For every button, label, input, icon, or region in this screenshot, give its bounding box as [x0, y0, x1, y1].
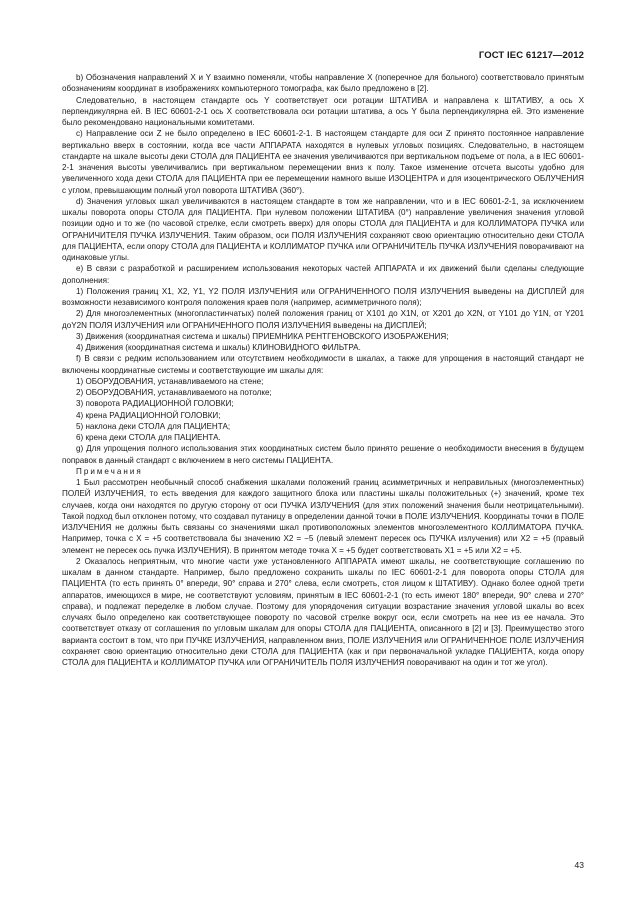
note-1: 1 Был рассмотрен необычный способ снабжения шкалами положений границ асимметричных и неправильных (многоэлементных) ПОЛЕЙ ИЗЛУЧЕНИЯ, то есть введения для каждого защитного блока или пластины шкалы положительных (+) значений, кроме тех случаев, когда они находятся по другую сторону от оси ПУЧКА ИЗЛУЧЕНИЯ (для этих положений значения были неотрицательными). Такой подход был отклонен потому, что создавал путаницу в определении данной точки в ПОЛЕ ИЗЛУЧЕНИЯ. Координаты точки в ПОЛЕ ИЗЛУЧЕНИЯ не должны быть связаны со значениями шкал противоположных элементов многоэлементного КОЛЛИМАТОРА ПУЧКА. Например, точка с X = +5 соответствовала бы значению X2 = −5 (левый элемент пересек ось ПУЧКА излучения) или X2 = +5 (правый элемент не пересек ось пучка ИЗЛУЧЕНИЯ). В принятом методе точка X = +5 будет соответствовать X1 = +5 или X2 = +5.	[62, 478, 584, 555]
list-item: 1) Положения границ X1, X2, Y1, Y2 ПОЛЯ ИЗЛУЧЕНИЯ или ОГРАНИЧЕННОГО ПОЛЯ ИЗЛУЧЕНИЯ выведены на ДИСПЛЕЙ для возможности независимого контроля положения краев поля (например, асимметричного поля);	[62, 286, 584, 307]
paragraph-b-continued: Следовательно, в настоящем стандарте ось Y соответствует оси ротации ШТАТИВА и направлена к ШТАТИВУ, а ось X перпендикулярна ей. В IEC 60601-2-1 ось X соответствовала оси ротации штатива, а ось Y была перпендикулярна ей. Это изменение было рекомендовано национальными комитетами.	[62, 95, 584, 127]
paragraph-g: g) Для упрощения полного использования этих координатных систем было принято решение о необходимости внесения в будущем поправок в данный стандарт с включением в него системы ПАЦИЕНТА.	[62, 444, 584, 465]
list-item: 4) крена РАДИАЦИОННОЙ ГОЛОВКИ;	[76, 410, 221, 420]
list-item: 4) Движения (координатная система и шкалы) КЛИНОВИДНОГО ФИЛЬТРА.	[76, 343, 361, 352]
list-item: 2) Для многоэлементных (многопластинчатых) полей положения границ от X101 до X1N, от X201 до X2N, от Y101 до Y1N, от Y201 доY2N ПОЛЯ ИЗЛУЧЕНИЯ или ОГРАНИЧЕННОГО ПОЛЯ ИЗЛУЧЕНИЯ выведены на ДИСПЛЕЙ;	[62, 309, 584, 330]
notes-title: Примечания	[76, 466, 143, 476]
list-item: 6) крена деки СТОЛА для ПАЦИЕНТА.	[76, 433, 221, 442]
paragraph-d: d) Значения угловых шкал увеличиваются в настоящем стандарте в том же направлении, что и в IEC 60601-2-1, за исключением шкалы поворота опоры СТОЛА для ПАЦИЕНТА. При нулевом положении ШТАТИВА (0°) направление увеличения значения угловой позиции одно и то же (по часовой стрелке, если смотреть вверх) для опоры СТОЛА для ПАЦИЕНТА и для КОЛЛИМАТОРА ПУЧКА или ОГРАНИЧИТЕЛЯ ПУЧКА ИЗЛУЧЕНИЯ. Таким образом, оси ПОЛЯ ИЗЛУЧЕНИЯ сохраняют свою ориентацию относительно деки СТОЛА для ПАЦИЕНТА, если опору СТОЛА для ПАЦИЕНТА и КОЛЛИМАТОР ПУЧКА или ОГРАНИЧИТЕЛЬ ПУЧКА ИЗЛУЧЕНИЯ поворачивают на одинаковые углы.	[62, 196, 584, 262]
paragraph-e: e) В связи с разработкой и расширением использования некоторых частей АППАРАТА и их движений были сделаны следующие дополнения:	[62, 264, 584, 285]
page-number: 43	[574, 860, 584, 870]
list-item: 1) ОБОРУДОВАНИЯ, устанавливаемого на стене;	[76, 376, 264, 386]
standard-header: ГОСТ IEC 61217—2012	[478, 50, 584, 61]
paragraph-c: c) Направление оси Z не было определено в IEC 60601-2-1. В настоящем стандарте для оси Z принято постоянное направление вертикально вверх в состоянии, когда все части АППАРАТА находятся в нулевых угловых позициях. Следовательно, в настоящем стандарте на шкале высоты деки СТОЛА для ПАЦИЕНТА ее значения увеличиваются при вертикальном подъеме от пола, а в IEC 60601-2-1 значения высоты увеличивались при вертикальном перемещении вниз к полу. Такое изменение отсчета высоты удобно для увеличенного хода деки СТОЛА для ПАЦИЕНТА при ее перемещении намного выше ИЗОЦЕНТРА и для изоцентрического ОБЛУЧЕНИЯ с углом, превышающим полный угол поворота ШТАТИВА (360°).	[62, 129, 584, 195]
paragraph-b: b) Обозначения направлений X и Y взаимно поменяли, чтобы направление X (поперечное для больного) соответствовало принятым обозначениям координат в изображениях компьютерного томографа, как было предложено в [2].	[62, 73, 584, 94]
list-item: 3) Движения (координатная система и шкалы) ПРИЕМНИКА РЕНТГЕНОВСКОГО ИЗОБРАЖЕНИЯ;	[76, 331, 449, 341]
note-2: 2 Оказалось неприятным, что многие части уже установленного АППАРАТА имеют шкалы, не соответствующие соглашению по шкалам в данном стандарте. Например, было предложено сохранить шкалы по IEC 60601-2-1 для поворота опоры СТОЛА для ПАЦИЕНТА (то есть принять 0° впереди, 90° справа и 270° слева, если смотреть, стоя лицом к ШТАТИВУ). Однако более одной трети аппаратов, имеющихся в мире, не соответствуют условиям, принятым в IEC 60601-2-1 (то есть имеют 180° впереди, 90° слева и 270° справа), и подлежат переделке в любом случае. Поэтому для упорядочения ситуации возрастание значения угловой шкалы во всех случаях было определено как соответствующее повороту по часовой стрелке вокруг оси, если смотреть на нее из ее начала. Это соответствует отказу от соглашения по угловым шкалам для опоры СТОЛА для ПАЦИЕНТА, описанного в [2] и [3]. Преимущество этого варианта состоит в том, что при ПУЧКЕ ИЗЛУЧЕНИЯ, направленном вниз, ПОЛЕ ИЗЛУЧЕНИЯ или ОГРАНИЧЕННОЕ ПОЛЕ ИЗЛУЧЕНИЯ сохраняет свою ориентацию относительно деки СТОЛА для ПАЦИЕНТА (как и при первоначальной укладке ПАЦИЕНТА, когда опору СТОЛА для ПАЦИЕНТА и КОЛЛИМАТОР ПУЧКА или ОГРАНИЧИТЕЛЬ ПОЛЯ ИЗЛУЧЕНИЯ поворачивают на один и тот же угол).	[62, 556, 584, 667]
list-item: 3) поворота РАДИАЦИОННОЙ ГОЛОВКИ;	[76, 399, 234, 409]
list-item: 2) ОБОРУДОВАНИЯ, устанавливаемого на потолке;	[76, 388, 272, 397]
list-item: 5) наклона деки СТОЛА для ПАЦИЕНТА;	[76, 421, 231, 431]
paragraph-f: f) В связи с редким использованием или отсутствием необходимости в шкалах, а также для упрощения в настоящий стандарт не включены координатные системы и соответствующие им шкалы для:	[62, 354, 584, 375]
document-body	[62, 72, 584, 668]
